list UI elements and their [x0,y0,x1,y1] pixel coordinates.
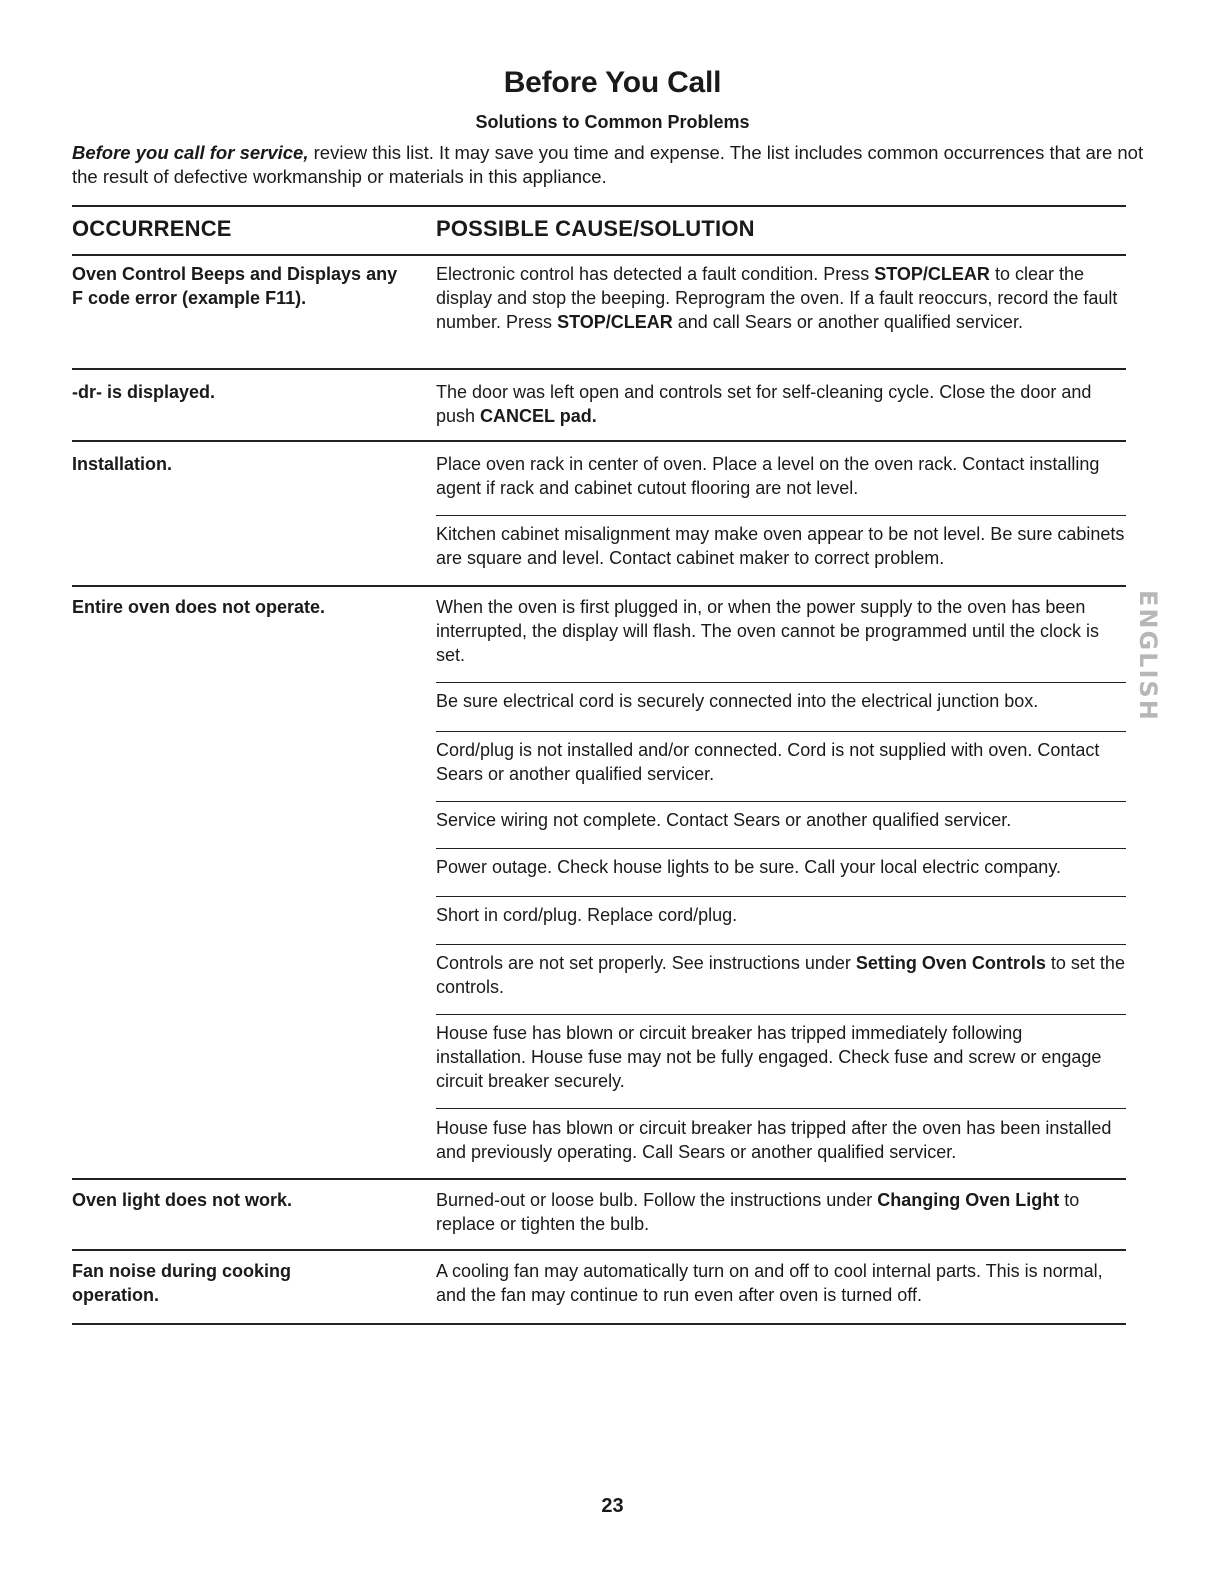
sub-divider [436,682,1126,683]
solution-not-operate-3: Cord/plug is not installed and/or connected. Cord is not supplied with oven. Contact Sears or another qualified servicer. [436,740,1100,784]
sub-divider [436,801,1126,802]
page-title: Before You Call [503,66,722,99]
solution-installation-1: Place oven rack in center of oven. Place a level on the oven rack. Contact installing agent if rack and cabinet cutout flooring are not level. [436,454,1100,498]
sub-divider [436,944,1126,945]
intro-paragraph [72,141,1162,189]
row-divider [72,585,1126,587]
solution-installation-2: Kitchen cabinet misalignment may make oven appear to be not level. Be sure cabinets are square and level. Contact cabinet maker to correct problem. [436,524,1125,568]
intro-lead: Before you call for service, [72,142,309,163]
intro-text: review this list. It may save you time and expense. The list includes common occurrences that are not the result of defective workmanship or materials in this appliance. [72,142,1144,187]
row-divider [72,368,1126,370]
solution-not-operate-9: House fuse has blown or circuit breaker has tripped after the oven has been installed and previously operating. Call Sears or another qualified servicer. [436,1118,1112,1162]
solution-not-operate-5: Power outage. Check house lights to be sure. Call your local electric company. [436,857,1061,877]
sub-divider [436,848,1126,849]
solution-not-operate-7: Controls are not set properly. See instructions under Setting Oven Controls to set the controls. [436,953,1125,997]
solution-not-operate-6: Short in cord/plug. Replace cord/plug. [436,905,738,925]
occurrence-f-code: Oven Control Beeps and Displays any F code error (example F11). [72,264,398,308]
occurrence-oven-light: Oven light does not work. [72,1190,293,1210]
occurrence-fan-noise: Fan noise during cooking operation. [72,1261,292,1305]
sub-divider [436,515,1126,516]
header-bottom-rule [72,254,1126,256]
solution-not-operate-1: When the oven is first plugged in, or when the power supply to the oven has been interrupted, the display will flash. The oven cannot be programmed until the clock is set. [436,597,1100,665]
page-subtitle: Solutions to Common Problems [475,112,750,132]
occurrence-installation: Installation. [72,454,173,474]
page-number: 23 [601,1495,624,1517]
solution-dr-displayed: The door was left open and controls set for self-cleaning cycle. Close the door and push CANCEL pad. [436,382,1092,426]
occurrence-oven-not-operate: Entire oven does not operate. [72,597,326,617]
solution-oven-light: Burned-out or loose bulb. Follow the instructions under Changing Oven Light to replace or tighten the bulb. [436,1190,1080,1234]
table-bottom-rule [72,1323,1126,1325]
solution-not-operate-2: Be sure electrical cord is securely connected into the electrical junction box. [436,691,1039,711]
column-header-solution: POSSIBLE CAUSE/SOLUTION [436,216,755,241]
solution-fan-noise: A cooling fan may automatically turn on and off to cool internal parts. This is normal, and the fan may continue to run even after oven is turned off. [436,1261,1103,1305]
sub-divider [436,1108,1126,1109]
solution-not-operate-4: Service wiring not complete. Contact Sears or another qualified servicer. [436,810,1012,830]
solution-f-code: Electronic control has detected a fault condition. Press STOP/CLEAR to clear the display and stop the beeping. Reprogram the oven. If a fault reoccurs, record the fault number. Press STOP/CLEAR and call Sears or another qualified servicer. [436,264,1118,332]
solution-not-operate-8: House fuse has blown or circuit breaker has tripped immediately following installation. House fuse may not be fully engaged. Check fuse and screw or engage circuit breaker securely. [436,1023,1102,1091]
sub-divider [436,896,1126,897]
language-side-tab: ENGLISH [1134,590,1162,722]
row-divider [72,1178,1126,1180]
row-divider [72,1249,1126,1251]
column-header-occurrence: OCCURRENCE [72,216,232,241]
row-divider [72,440,1126,442]
table-top-rule [72,205,1126,207]
sub-divider [436,1014,1126,1015]
sub-divider [436,731,1126,732]
occurrence-dr-displayed: -dr- is displayed. [72,382,216,402]
